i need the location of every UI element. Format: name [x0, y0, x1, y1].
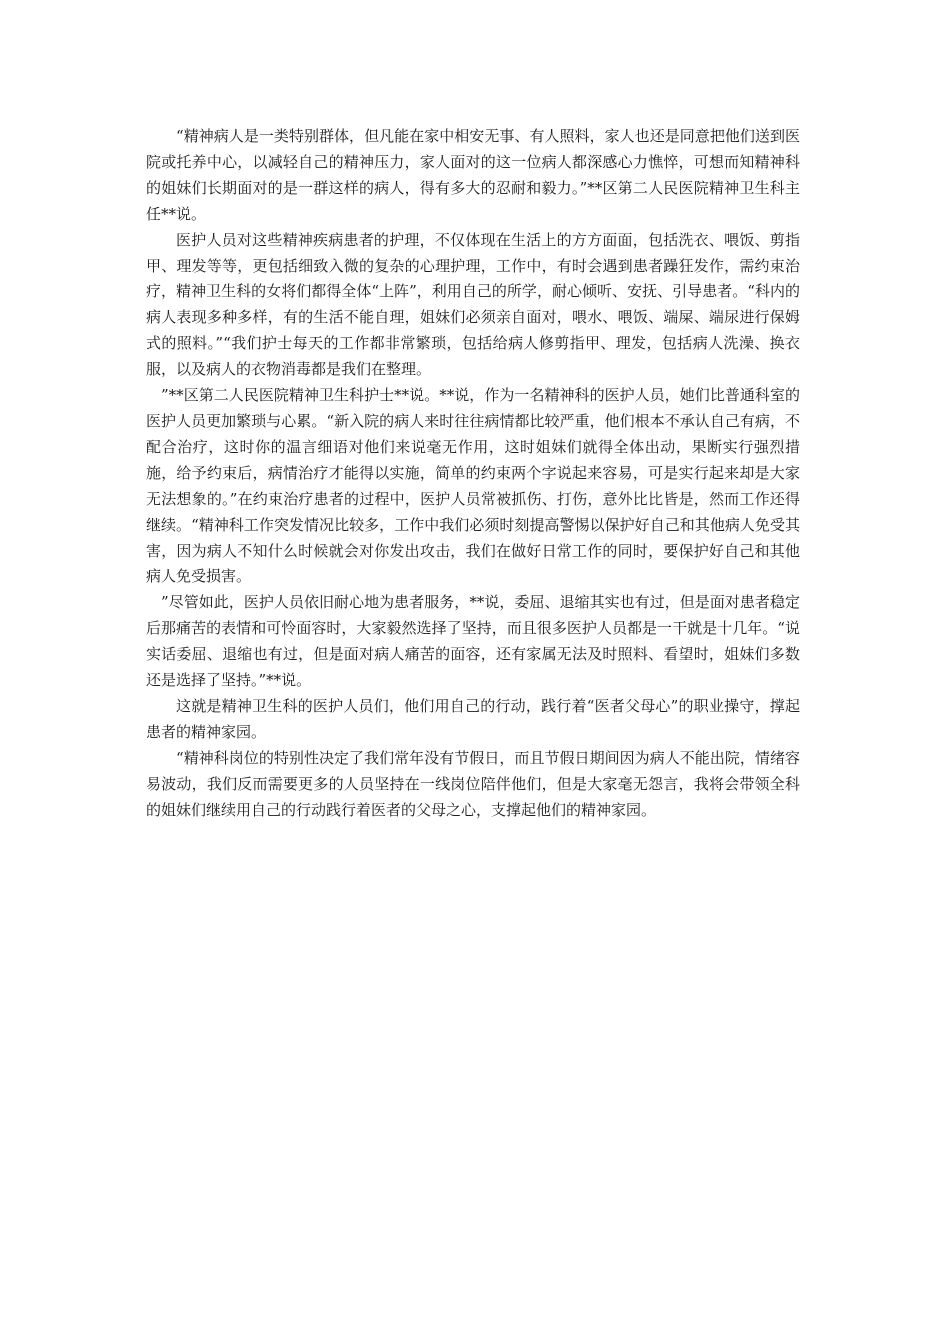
paragraph-4: ”尽管如此，医护人员依旧耐心地为患者服务，**说，委屈、退缩其实也有过，但是面对患者稳定后那痛苦的表情和可怜面容时，大家毅然选择了坚持，而且很多医护人员都是一干就是十几年。“说实话委屈、退缩也有过，但是面对病人痛苦的面容，还有家属无法及时照料、看望时，姐妹们多数还是选择了坚持。”**说。: [146, 593, 800, 690]
paragraph-3: ”**区第二人民医院精神卫生科护士**说。**说，作为一名精神科的医护人员，她们比普通科室的医护人员更加繁琐与心累。“新入院的病人来时往往病情都比较严重，他们根本不承认自己有病，不配合治疗，这时你的温言细语对他们来说毫无作用，这时姐妹们就得全体出动，果断实行强烈措施，给予约束后，病情治疗才能得以实施，简单的约束两个字说起来容易，可是实行起来却是大家无法想象的。”在约束治疗患者的过程中，医护人员常被抓伤、打伤，意外比比皆是，然而工作还得继续。“精神科工作突发情况比较多，工作中我们必须时刻提高警惕以保护好自己和其他病人免受其害，因为病人不知什么时候就会对你发出攻击，我们在做好日常工作的同时，要保护好自己和其他病人免受损害。: [146, 386, 800, 586]
paragraph-5: 这就是精神卫生科的医护人员们，他们用自己的行动，践行着“医者父母心”的职业操守，撑起患者的精神家园。: [146, 696, 800, 741]
paragraph-6: “精神科岗位的特别性决定了我们常年没有节假日，而且节假日期间因为病人不能出院，情绪容易波动，我们反而需要更多的人员坚持在一线岗位陪伴他们，但是大家毫无怨言，我将会带领全科的姐妹们继续用自己的行动践行着医者的父母之心，支撑起他们的精神家园。: [146, 748, 800, 819]
paragraph-1: “精神病人是一类特别群体，但凡能在家中相安无事、有人照料，家人也还是同意把他们送到医院或托养中心，以减轻自己的精神压力，家人面对的这一位病人都深感心力憔悴，可想而知精神科的姐妹们长期面对的是一群这样的病人，得有多大的忍耐和毅力。”**区第二人民医院精神卫生科主任**说。: [146, 127, 800, 223]
document-body: [146, 124, 800, 823]
paragraph-2: 医护人员对这些精神疾病患者的护理，不仅体现在生活上的方方面面，包括洗衣、喂饭、剪指甲、理发等等，更包括细致入微的复杂的心理护理，工作中，有时会遇到患者躁狂发作，需约束治疗，精神卫生科的女将们都得全体“上阵”，利用自己的所学，耐心倾听、安抚、引导患者。“科内的病人表现多种多样，有的生活不能自理，姐妹们必须亲自面对，喂水、喂饭、端屎、端尿进行保姆式的照料。”“我们护士每天的工作都非常繁琐，包括给病人修剪指甲、理发，包括病人洗澡、换衣服，以及病人的衣物消毒都是我们在整理。: [146, 230, 800, 379]
